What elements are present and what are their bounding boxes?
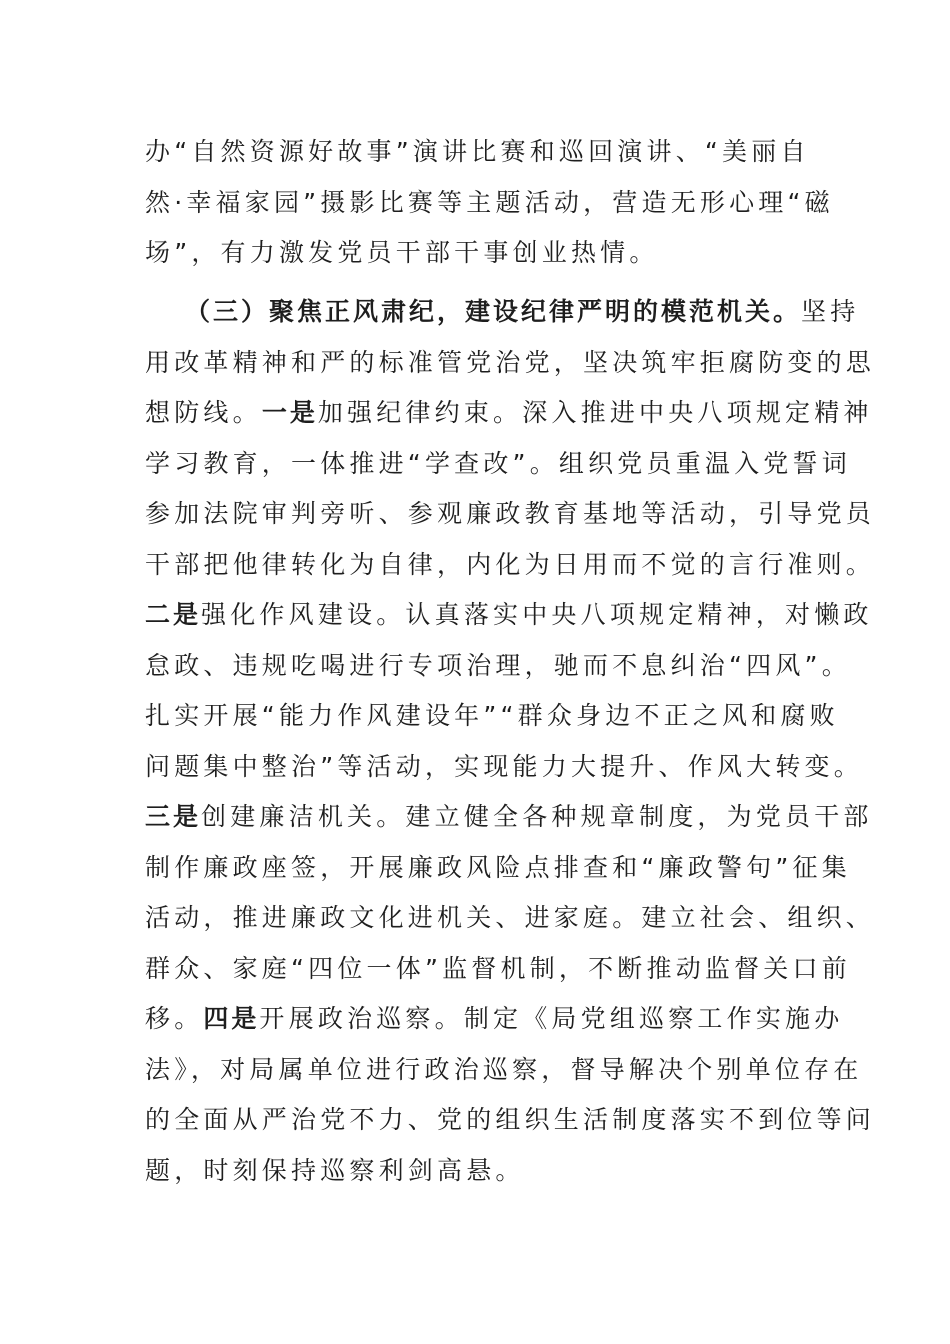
text-line: 办“自然资源好故事”演讲比赛和巡回演讲、“美丽自 bbox=[145, 137, 810, 166]
item-marker-two: 二是 bbox=[145, 600, 202, 629]
text-fragment: 强化作风建设。认真落实中央八项规定精神，对懒政 bbox=[201, 600, 873, 629]
text-line: 怠政、违规吃喝进行专项治理，驰而不息纠治“四风”。 bbox=[145, 650, 851, 680]
text-line: 的全面从严治党不力、党的组织生活制度落实不到位等问 bbox=[145, 1105, 876, 1134]
text-line: 学习教育，一体推进“学查改”。组织党员重温入党誓词 bbox=[145, 448, 851, 478]
text-line: 参加法院审判旁听、参观廉政教育基地等活动，引导党员 bbox=[145, 499, 876, 528]
text-fragment: 加强纪律约束。深入推进中央八项规定精神 bbox=[317, 398, 873, 427]
text-fragment: 开展政治巡察。制定《局党组巡察工作实施办 bbox=[259, 1004, 844, 1033]
item-marker-one: 一是 bbox=[261, 398, 318, 427]
text-line bbox=[145, 994, 844, 1045]
paragraph-continuation bbox=[145, 127, 834, 279]
text-fragment: 创建廉洁机关。建立健全各种规章制度，为党员干部 bbox=[201, 802, 873, 831]
text-fragment: 想防线。 bbox=[145, 398, 262, 427]
section-heading: （三）聚焦正风肃纪，建设纪律严明的模范机关。 bbox=[185, 297, 802, 326]
item-marker-four: 四是 bbox=[203, 1004, 260, 1033]
text-fragment: 移。 bbox=[145, 1004, 204, 1033]
text-line: 活动，推进廉政文化进机关、进家庭。建立社会、组织、 bbox=[145, 903, 876, 932]
text-line bbox=[145, 590, 873, 641]
text-line bbox=[145, 287, 860, 338]
text-line: 法》，对局属单位进行政治巡察，督导解决个别单位存在 bbox=[145, 1054, 863, 1084]
text-line: 问题集中整治”等活动，实现能力大提升、作风大转变。 bbox=[145, 751, 863, 781]
text-line bbox=[145, 388, 873, 439]
text-line: 用改革精神和严的标准管党治党，坚决筑牢拒腐防变的思 bbox=[145, 347, 876, 377]
text-line: 制作廉政座签，开展廉政风险点排查和“廉政警句”征集 bbox=[145, 852, 851, 882]
text-line: 题，时刻保持巡察利剑高悬。 bbox=[145, 1155, 525, 1185]
text-line: 扎实开展“能力作风建设年”“群众身边不正之风和腐败 bbox=[145, 701, 839, 730]
text-line: 干部把他律转化为自律，内化为日用而不觉的言行准则。 bbox=[145, 549, 876, 579]
item-marker-three: 三是 bbox=[145, 802, 202, 831]
text-line: 然·幸福家园”摄影比赛等主题活动，营造无形心理“磁 bbox=[145, 187, 834, 217]
text-line: 场”，有力激发党员干部干事创业热情。 bbox=[145, 238, 659, 267]
text-fragment: 坚持 bbox=[801, 297, 860, 326]
paragraph-section-three bbox=[145, 287, 876, 1196]
text-line: 群众、家庭“四位一体”监督机制，不断推动监督关口前 bbox=[145, 953, 851, 983]
text-line bbox=[145, 792, 873, 843]
